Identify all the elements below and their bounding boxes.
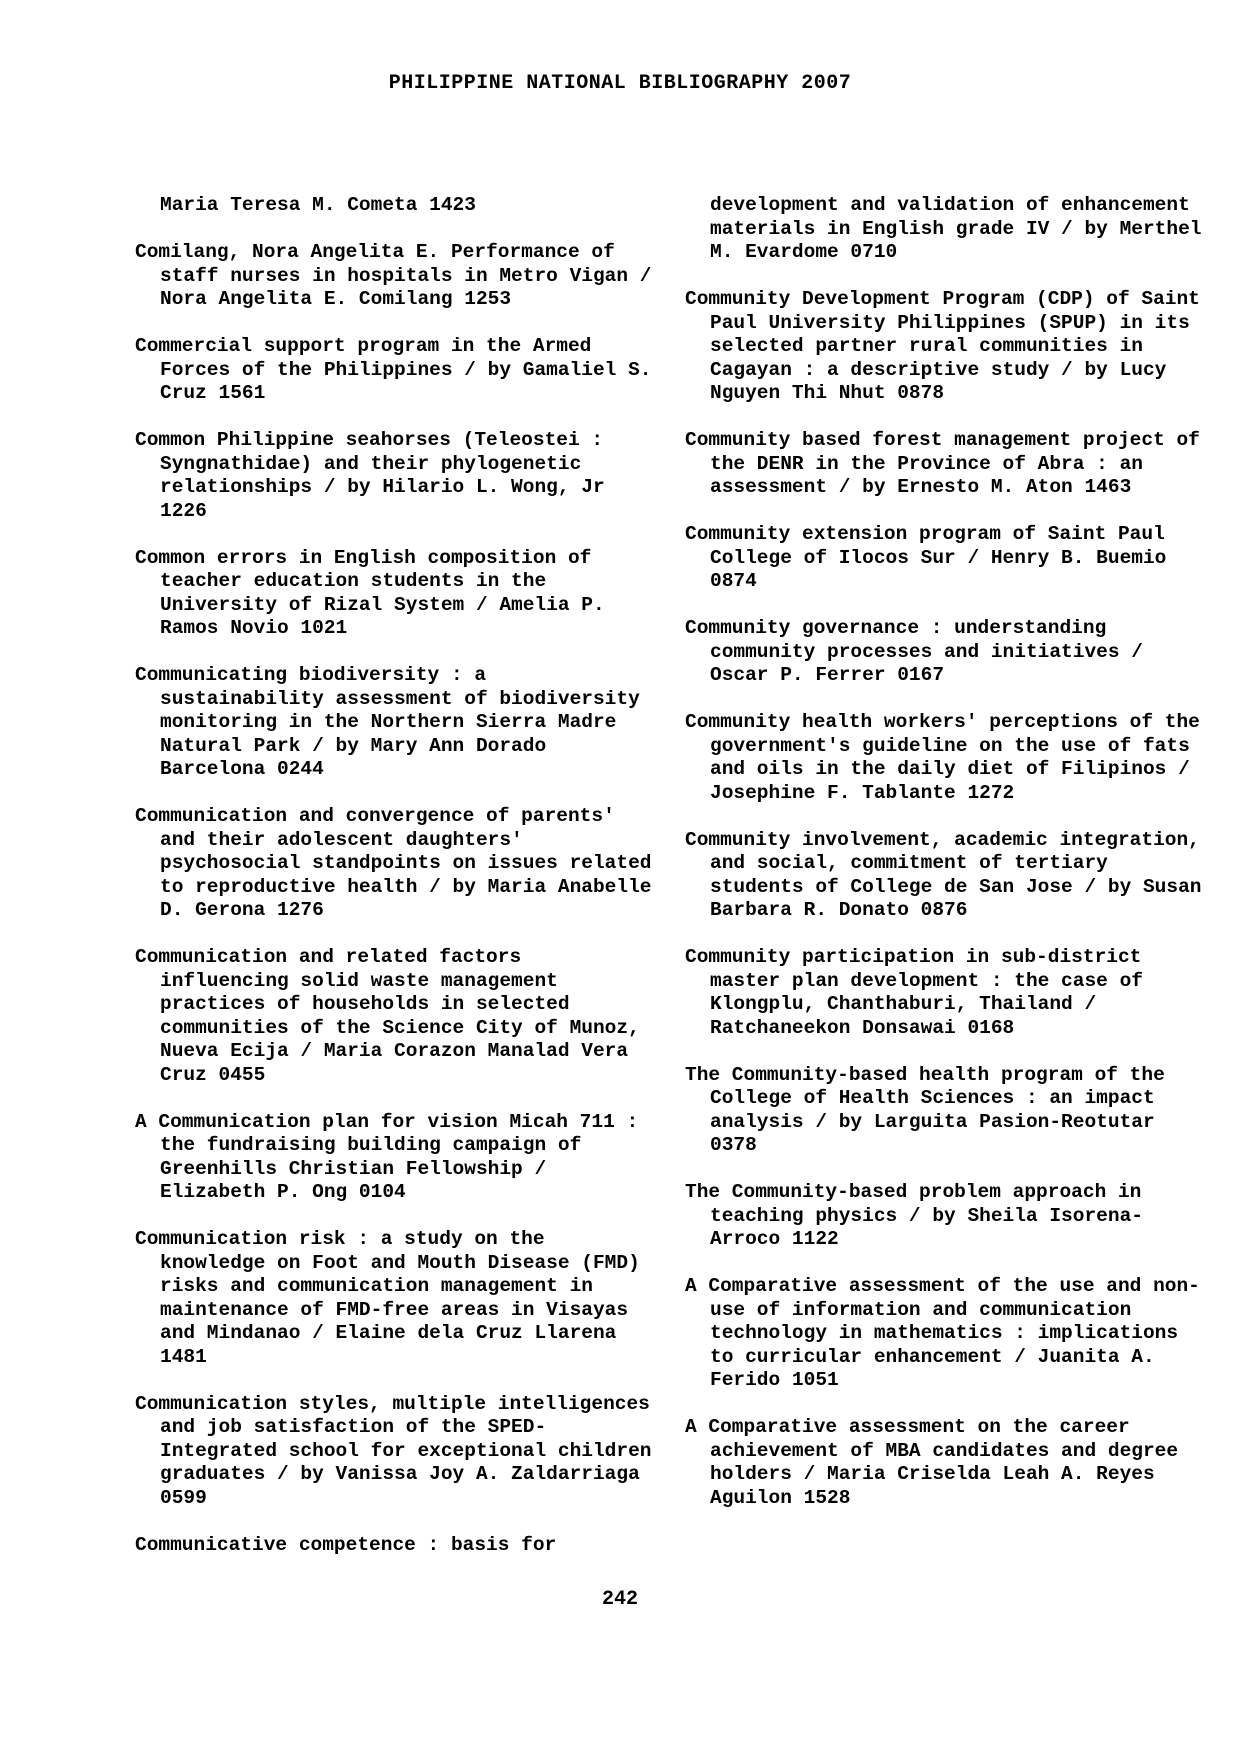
entry-continuation: development and validation of enhancement materials in English grade IV / by Merthel M. Evardome 0710 (710, 194, 1214, 263)
bibliography-entry: Communication and related factors influencing solid waste management practices of households in selected communities of the Science City of Munoz, Nueva Ecija / Maria Corazon Manalad Vera Cruz 0455 (135, 946, 652, 1086)
bibliography-entry: Community based forest management project of the DENR in the Province of Abra : an assessment / by Ernesto M. Aton 1463 (685, 429, 1212, 498)
bibliography-entry: Community Development Program (CDP) of Saint Paul University Philippines (SPUP) in its selected partner rural communities in Cagayan : a descriptive study / by Lucy Nguyen Thi Nhut 0878 (685, 288, 1212, 404)
right-column (685, 194, 1214, 1534)
bibliography-entry: Common errors in English composition of teacher education students in the University of Rizal System / Amelia P. Ramos Novio 1021 (135, 546, 617, 639)
page-number: 242 (601, 1588, 638, 1611)
bibliography-entry: Communicative competence : basis for (135, 1533, 557, 1556)
bibliography-entry: A Communication plan for vision Micah 711 : the fundraising building campaign of Greenhills Christian Fellowship / Elizabeth P. Ong 0104 (135, 1110, 650, 1203)
bibliography-entry: Communication risk : a study on the knowledge on Foot and Mouth Disease (FMD) risks and communication management in maintenance of FMD-free areas in Visayas and Mindanao / Elaine dela Cruz Llarena 1481 (135, 1228, 652, 1368)
bibliography-entry: Community health workers' perceptions of the government's guideline on the use of fats and oils in the daily diet of Filipinos / Josephine F. Tablante 1272 (685, 711, 1212, 804)
bibliography-entry: The Community-based health program of the College of Health Sciences : an impact analysis / by Larguita Pasion-Reotutar 0378 (685, 1063, 1177, 1156)
left-column (135, 194, 664, 1581)
bibliography-entry: Community governance : understanding community processes and initiatives / Oscar P. Ferrer 0167 (685, 617, 1155, 686)
bibliography-entry: Commercial support program in the Armed Forces of the Philippines / by Gamaliel S. Cruz 1561 (135, 335, 664, 404)
bibliography-entry: Community participation in sub-district master plan development : the case of Klongplu, Chanthaburi, Thailand / Ratchaneekon Donsawai 0168 (685, 946, 1155, 1039)
bibliography-entry: Communication styles, multiple intelligences and job satisfaction of the SPED-Integrated school for exceptional children graduates / by Vanissa Joy A. Zaldarriaga 0599 (135, 1392, 664, 1509)
bibliography-entry: Community extension program of Saint Paul College of Ilocos Sur / Henry B. Buemio 0874 (685, 523, 1179, 592)
bibliography-entry: Community involvement, academic integration, and social, commitment of tertiary students of College de San Jose / by Susan Barbara R. Donato 0876 (685, 828, 1214, 921)
bibliography-entry: A Comparative assessment of the use and non-use of information and communication technology in mathematics : implications to curricular enhancement / Juanita A. Ferido 1051 (685, 1275, 1200, 1391)
bibliography-entry: A Comparative assessment on the career achievement of MBA candidates and degree holders / Maria Criselda Leah A. Reyes Aguilon 1528 (685, 1416, 1190, 1509)
bibliography-entry: The Community-based problem approach in teaching physics / by Sheila Isorena-Arroco 1122 (685, 1181, 1154, 1250)
bibliography-entry: Common Philippine seahorses (Teleostei : Syngnathidae) and their phylogenetic relationships / by Hilario L. Wong, Jr 1226 (135, 429, 617, 522)
bibliography-entry: Communication and convergence of parents' and their adolescent daughters' psychosocial standpoints on issues related to reproductive health / by Maria Anabelle D. Gerona 1276 (135, 805, 664, 921)
page-title: PHILIPPINE NATIONAL BIBLIOGRAPHY 2007 (388, 72, 852, 95)
bibliography-entry: Communicating biodiversity : a sustainability assessment of biodiversity monitoring in the Northern Sierra Madre Natural Park / by Mary Ann Dorado Barcelona 0244 (135, 664, 652, 780)
entry-continuation: Maria Teresa M. Cometa 1423 (160, 194, 476, 216)
bibliography-entry: Comilang, Nora Angelita E. Performance of staff nurses in hospitals in Metro Vigan / Nora Angelita E. Comilang 1253 (135, 241, 664, 310)
